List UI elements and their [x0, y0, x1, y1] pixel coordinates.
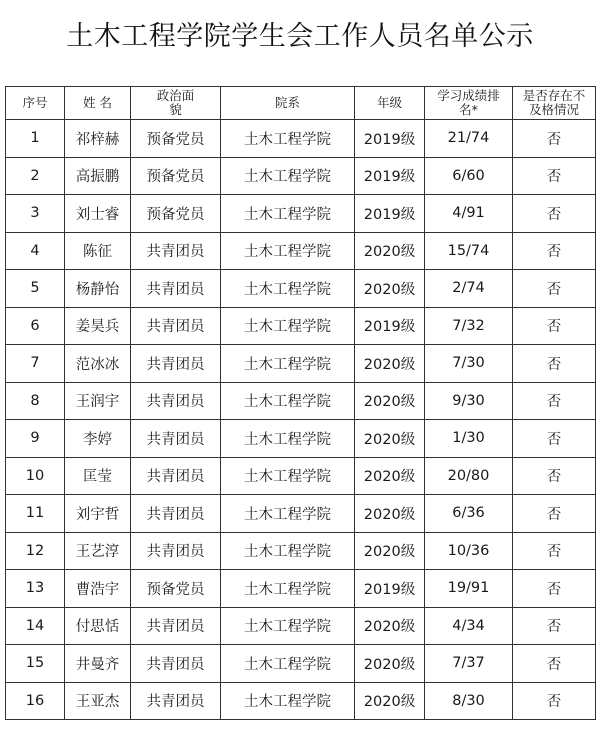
cell-department: 土木工程学院: [221, 570, 355, 608]
cell-name: 高振鹏: [65, 157, 131, 195]
header-row: [6, 87, 596, 120]
cell-name: 匡莹: [65, 457, 131, 495]
cell-academic-rank: 2/74: [425, 270, 513, 308]
cell-academic-rank: 8/30: [425, 682, 513, 720]
table-body: [6, 120, 596, 720]
cell-grade: 2019级: [355, 157, 425, 195]
cell-failing-courses: 否: [513, 232, 596, 270]
cell-political-status: 共青团员: [131, 307, 221, 345]
cell-failing-courses: 否: [513, 570, 596, 608]
cell-grade: 2020级: [355, 420, 425, 458]
cell-name: 王润宇: [65, 382, 131, 420]
cell-academic-rank: 4/34: [425, 607, 513, 645]
cell-academic-rank: 10/36: [425, 532, 513, 570]
table-row: [6, 532, 596, 570]
table-row: [6, 382, 596, 420]
cell-grade: 2020级: [355, 382, 425, 420]
cell-grade: 2020级: [355, 457, 425, 495]
cell-political-status: 预备党员: [131, 157, 221, 195]
cell-political-status: 共青团员: [131, 682, 221, 720]
cell-name: 杨静怡: [65, 270, 131, 308]
cell-name: 李婷: [65, 420, 131, 458]
cell-academic-rank: 6/60: [425, 157, 513, 195]
cell-political-status: 共青团员: [131, 607, 221, 645]
cell-academic-rank: 7/37: [425, 645, 513, 683]
cell-academic-rank: 4/91: [425, 195, 513, 233]
page-title: 土木工程学院学生会工作人员名单公示: [66, 21, 534, 52]
cell-political-status: 共青团员: [131, 232, 221, 270]
header-cell-name: 姓 名: [65, 87, 131, 120]
cell-political-status: 共青团员: [131, 495, 221, 533]
roster-table: [5, 86, 596, 720]
header-cell-academic-rank: 学习成绩排名*: [425, 87, 513, 120]
cell-political-status: 共青团员: [131, 645, 221, 683]
header-cell-index: 序号: [6, 87, 65, 120]
cell-index: 3: [6, 195, 65, 233]
cell-name: 范冰冰: [65, 345, 131, 383]
cell-failing-courses: 否: [513, 307, 596, 345]
cell-failing-courses: 否: [513, 382, 596, 420]
table-row: [6, 645, 596, 683]
cell-name: 王艺淳: [65, 532, 131, 570]
header-cell-department: 院系: [221, 87, 355, 120]
cell-department: 土木工程学院: [221, 532, 355, 570]
cell-index: 9: [6, 420, 65, 458]
cell-grade: 2019级: [355, 570, 425, 608]
cell-grade: 2020级: [355, 645, 425, 683]
cell-grade: 2020级: [355, 232, 425, 270]
header-cell-political-status: 政治面貌: [131, 87, 221, 120]
cell-grade: 2020级: [355, 495, 425, 533]
table-row: [6, 232, 596, 270]
cell-failing-courses: 否: [513, 420, 596, 458]
cell-political-status: 预备党员: [131, 570, 221, 608]
cell-department: 土木工程学院: [221, 457, 355, 495]
cell-grade: 2020级: [355, 270, 425, 308]
table-row: [6, 570, 596, 608]
cell-academic-rank: 15/74: [425, 232, 513, 270]
cell-department: 土木工程学院: [221, 420, 355, 458]
cell-index: 12: [6, 532, 65, 570]
cell-department: 土木工程学院: [221, 270, 355, 308]
cell-grade: 2019级: [355, 307, 425, 345]
cell-political-status: 共青团员: [131, 345, 221, 383]
cell-grade: 2019级: [355, 195, 425, 233]
cell-name: 井曼齐: [65, 645, 131, 683]
table-row: [6, 270, 596, 308]
cell-grade: 2020级: [355, 607, 425, 645]
table-row: [6, 307, 596, 345]
cell-department: 土木工程学院: [221, 307, 355, 345]
cell-academic-rank: 6/36: [425, 495, 513, 533]
cell-failing-courses: 否: [513, 532, 596, 570]
cell-political-status: 预备党员: [131, 195, 221, 233]
cell-name: 刘宇哲: [65, 495, 131, 533]
cell-failing-courses: 否: [513, 120, 596, 158]
cell-department: 土木工程学院: [221, 120, 355, 158]
cell-department: 土木工程学院: [221, 682, 355, 720]
cell-index: 8: [6, 382, 65, 420]
cell-political-status: 共青团员: [131, 382, 221, 420]
cell-academic-rank: 1/30: [425, 420, 513, 458]
header-cell-grade: 年级: [355, 87, 425, 120]
cell-index: 13: [6, 570, 65, 608]
cell-department: 土木工程学院: [221, 382, 355, 420]
cell-failing-courses: 否: [513, 645, 596, 683]
cell-political-status: 预备党员: [131, 120, 221, 158]
cell-index: 14: [6, 607, 65, 645]
table-row: [6, 495, 596, 533]
cell-index: 6: [6, 307, 65, 345]
cell-name: 祁梓赫: [65, 120, 131, 158]
cell-index: 5: [6, 270, 65, 308]
cell-department: 土木工程学院: [221, 195, 355, 233]
cell-failing-courses: 否: [513, 195, 596, 233]
cell-grade: 2019级: [355, 120, 425, 158]
cell-academic-rank: 7/30: [425, 345, 513, 383]
cell-political-status: 共青团员: [131, 270, 221, 308]
table-row: [6, 457, 596, 495]
cell-department: 土木工程学院: [221, 157, 355, 195]
cell-failing-courses: 否: [513, 270, 596, 308]
cell-index: 2: [6, 157, 65, 195]
cell-index: 7: [6, 345, 65, 383]
cell-department: 土木工程学院: [221, 645, 355, 683]
cell-index: 16: [6, 682, 65, 720]
cell-academic-rank: 19/91: [425, 570, 513, 608]
table-row: [6, 120, 596, 158]
cell-academic-rank: 21/74: [425, 120, 513, 158]
cell-failing-courses: 否: [513, 682, 596, 720]
cell-department: 土木工程学院: [221, 495, 355, 533]
table-row: [6, 607, 596, 645]
cell-political-status: 共青团员: [131, 420, 221, 458]
table-row: [6, 420, 596, 458]
table-row: [6, 345, 596, 383]
cell-name: 王亚杰: [65, 682, 131, 720]
cell-index: 4: [6, 232, 65, 270]
cell-index: 1: [6, 120, 65, 158]
header-cell-failing-courses: 是否存在不及格情况: [513, 87, 596, 120]
cell-grade: 2020级: [355, 532, 425, 570]
cell-political-status: 共青团员: [131, 532, 221, 570]
table-row: [6, 682, 596, 720]
cell-name: 姜昊兵: [65, 307, 131, 345]
cell-department: 土木工程学院: [221, 345, 355, 383]
cell-index: 11: [6, 495, 65, 533]
cell-index: 10: [6, 457, 65, 495]
cell-name: 曹浩宇: [65, 570, 131, 608]
cell-name: 陈征: [65, 232, 131, 270]
cell-department: 土木工程学院: [221, 607, 355, 645]
cell-failing-courses: 否: [513, 157, 596, 195]
cell-academic-rank: 7/32: [425, 307, 513, 345]
cell-failing-courses: 否: [513, 495, 596, 533]
table-row: [6, 157, 596, 195]
cell-failing-courses: 否: [513, 607, 596, 645]
cell-academic-rank: 20/80: [425, 457, 513, 495]
table-header: [6, 87, 596, 120]
cell-department: 土木工程学院: [221, 232, 355, 270]
cell-grade: 2020级: [355, 682, 425, 720]
table-row: [6, 195, 596, 233]
cell-academic-rank: 9/30: [425, 382, 513, 420]
cell-political-status: 共青团员: [131, 457, 221, 495]
cell-grade: 2020级: [355, 345, 425, 383]
cell-index: 15: [6, 645, 65, 683]
cell-name: 刘士睿: [65, 195, 131, 233]
cell-failing-courses: 否: [513, 457, 596, 495]
cell-name: 付思恬: [65, 607, 131, 645]
cell-failing-courses: 否: [513, 345, 596, 383]
